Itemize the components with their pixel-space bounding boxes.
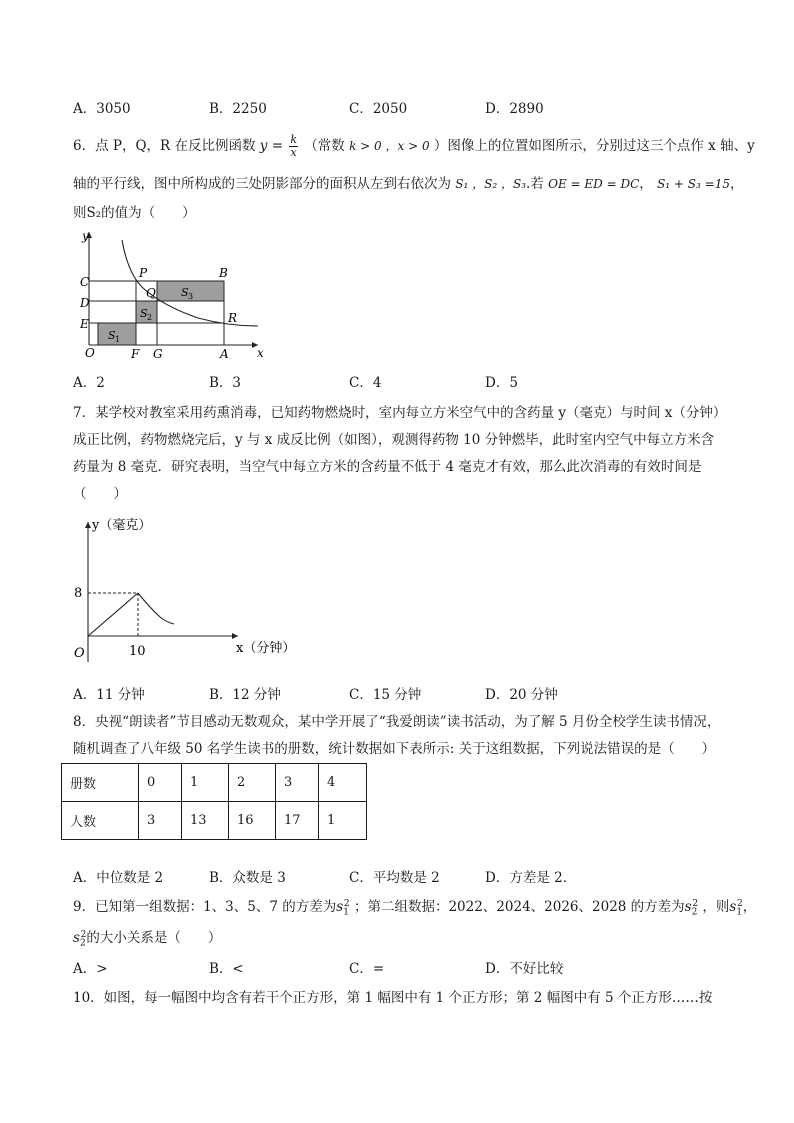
label-Q: Q — [146, 286, 156, 300]
label-B: B — [219, 266, 228, 280]
q8-line2: 随机调查了八年级 50 名学生读书的册数，统计数据如下表所示: 关于这组数据，下列说法错误的是（ ） — [73, 741, 716, 757]
q8-line1: 8．央视“朗读者”节目感动无数观众，某中学开展了“我爱朗读”读书活动，为了解 5 月份全校学生读书情况， — [73, 714, 721, 730]
table-cell: 1 — [319, 802, 367, 840]
q5-option-d: D．2890 — [485, 101, 544, 117]
q8-option-c: C．平均数是 2 — [349, 870, 440, 886]
table-cell: 1 — [182, 764, 229, 802]
label-S1: S — [108, 329, 116, 342]
peak-y-label: 8 — [74, 586, 83, 601]
label-D: D — [80, 296, 90, 310]
q7-dose-figure — [68, 512, 308, 662]
linear-segment — [88, 593, 138, 636]
q8-option-a: A．中位数是 2 — [73, 870, 164, 886]
q5-option-c: C．2050 — [349, 101, 408, 117]
q9-option-a: A．> — [73, 961, 108, 977]
label-E: E — [80, 317, 89, 331]
q7-line2: 成正比例，药物燃烧完后，y 与 x 成反比例（如图），观测得药物 10 分钟燃毕，此时室内空气中每立方米含 — [73, 432, 715, 448]
q6-line2: 轴的平行线，图中所构成的三处阴影部分的面积从左到右依次为 S₁ ，S₂ ，S₃.若 OE = ED = DC， S₁ + S₃ =15， — [73, 176, 744, 192]
q6-line3: 则S₂的值为（ ） — [73, 205, 196, 221]
q9-option-d: D．不好比较 — [485, 961, 564, 977]
table-cell: 3 — [276, 764, 319, 802]
inverse-curve — [138, 593, 174, 624]
q7-option-a: A．11 分钟 — [73, 687, 145, 703]
q7-option-c: C．15 分钟 — [349, 687, 422, 703]
q6-option-a: A．2 — [73, 375, 105, 391]
q9-line1: 9．已知第一组数据：1、3、5、7 的方差为$s_1^2$ ；第二组数据：2022、2024、2026、2028 的方差为$s_2^2$ ，则$s_1^2$， — [73, 898, 757, 918]
table-header-cell: 人数 — [62, 802, 139, 840]
table-row — [62, 802, 367, 840]
label-S2-sub: 2 — [147, 313, 153, 322]
fraction-k-over-x: $\frac{k}{x}$ — [290, 133, 297, 159]
label-S2: S — [140, 307, 148, 320]
q9-option-c: C．= — [349, 961, 385, 977]
label-x: x — [257, 346, 264, 360]
label-S1-sub: 1 — [115, 335, 121, 344]
label-S3-sub: 3 — [188, 292, 194, 301]
table-cell: 13 — [182, 802, 229, 840]
table-cell: 3 — [139, 802, 182, 840]
q5-option-a: A．3050 — [73, 101, 131, 117]
label-A: A — [220, 347, 229, 361]
q9-line2: $s_2^2$的大小关系是（ ） — [73, 929, 222, 949]
y-axis-label: y（毫克） — [92, 518, 152, 533]
q6-option-c: C．4 — [349, 375, 382, 391]
q6-option-b: B．3 — [209, 375, 242, 391]
peak-x-label: 10 — [129, 644, 146, 659]
q6-option-d: D．5 — [485, 375, 518, 391]
label-S3: S — [181, 286, 189, 299]
table-cell: 4 — [319, 764, 367, 802]
label-R: R — [228, 311, 238, 325]
q5-option-b: B．2250 — [209, 101, 267, 117]
label-G: G — [153, 347, 163, 361]
q6-reciprocal-figure — [68, 226, 278, 364]
table-header-cell: 册数 — [62, 764, 139, 802]
label-O: O — [85, 346, 95, 360]
label-y: y — [82, 229, 89, 243]
q7-option-d: D．20 分钟 — [485, 687, 558, 703]
label-C: C — [80, 275, 90, 289]
table-row — [62, 764, 367, 802]
table-cell: 0 — [139, 764, 182, 802]
q7-line1: 7．某学校对教室采用药熏消毒，已知药物燃烧时，室内每立方米空气中的含药量 y（毫克）与时间 x（分钟） — [73, 405, 727, 421]
table-cell: 16 — [229, 802, 276, 840]
q7-line4: （ ） — [73, 486, 127, 502]
origin-label: O — [74, 646, 85, 661]
q8-data-table — [61, 763, 367, 840]
q10-line1: 10．如图，每一幅图中均含有若干个正方形，第 1 幅图中有 1 个正方形；第 2 幅图中有 5 个正方形……按 — [73, 990, 713, 1006]
label-F: F — [131, 347, 140, 361]
label-P: P — [139, 266, 148, 280]
q8-option-b: B．众数是 3 — [209, 870, 286, 886]
table-cell: 2 — [229, 764, 276, 802]
table-cell: 17 — [276, 802, 319, 840]
q9-option-b: B．< — [209, 961, 244, 977]
q7-option-b: B．12 分钟 — [209, 687, 281, 703]
q7-line3: 药量为 8 毫克．研究表明，当空气中每立方米的含药量不低于 4 毫克才有效，那么此次消毒的有效时间是 — [73, 459, 702, 475]
x-axis-label: x（分钟） — [236, 641, 296, 656]
q6-line1: 6．点 P，Q，R 在反比例函数 y = $\frac{k}{x}$ （常数 k > 0 ，x > 0 ）图像上的位置如图所示，分别过这三个点作 x 轴、y — [73, 133, 755, 159]
q8-option-d: D．方差是 2． — [485, 870, 577, 886]
